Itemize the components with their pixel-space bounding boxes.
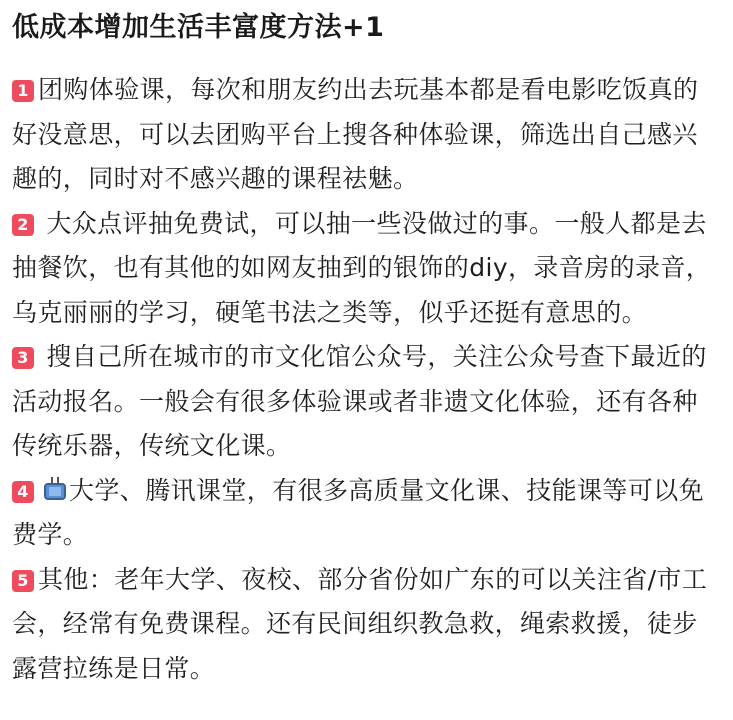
list-item-text: 其他：老年大学、夜校、部分省份如广东的可以关注省/市工会，经常有免费课程。还有民间组织教急救，绳索救援，徒步露营拉练是日常。: [12, 564, 708, 683]
number-badge-3-icon: 3: [12, 347, 34, 369]
list-item-text: 大学、腾讯课堂，有很多高质量文化课、技能课等可以免费学。: [12, 475, 705, 549]
list-item-5: [12, 558, 721, 692]
list-item-text: 搜自己所在城市的市文化馆公众号，关注公众号查下最近的活动报名。一般会有很多体验课或者非遗文化体验，还有各种传统乐器，传统文化课。: [12, 342, 707, 460]
list-item-3: [12, 335, 721, 469]
list-item-text: 大众点评抽免费试，可以抽一些没做过的事。一般人都是去抽餐饮，也有其他的如网友抽到的银饰的diy，录音房的录音，乌克丽丽的学习，硬笔书法之类等，似乎还挺有意思的。: [12, 208, 712, 327]
number-badge-5-icon: 5: [12, 570, 34, 592]
page-title: 低成本增加生活丰富度方法+1: [12, 12, 385, 43]
list-item-text: 团购体验课，每次和朋友约出去玩基本都是看电影吃饭真的好没意思，可以去团购平台上搜各种体验课，筛选出自己感兴趣的，同时对不感兴趣的课程祛魅。: [12, 75, 699, 193]
television-icon: [44, 483, 66, 500]
number-badge-4-icon: 4: [12, 481, 34, 503]
list-item-1: [12, 68, 721, 202]
list-item-2: [12, 202, 721, 336]
list-item-4: [12, 469, 721, 558]
number-badge-2-icon: 2: [12, 214, 34, 236]
number-badge-1-icon: 1: [12, 80, 34, 102]
